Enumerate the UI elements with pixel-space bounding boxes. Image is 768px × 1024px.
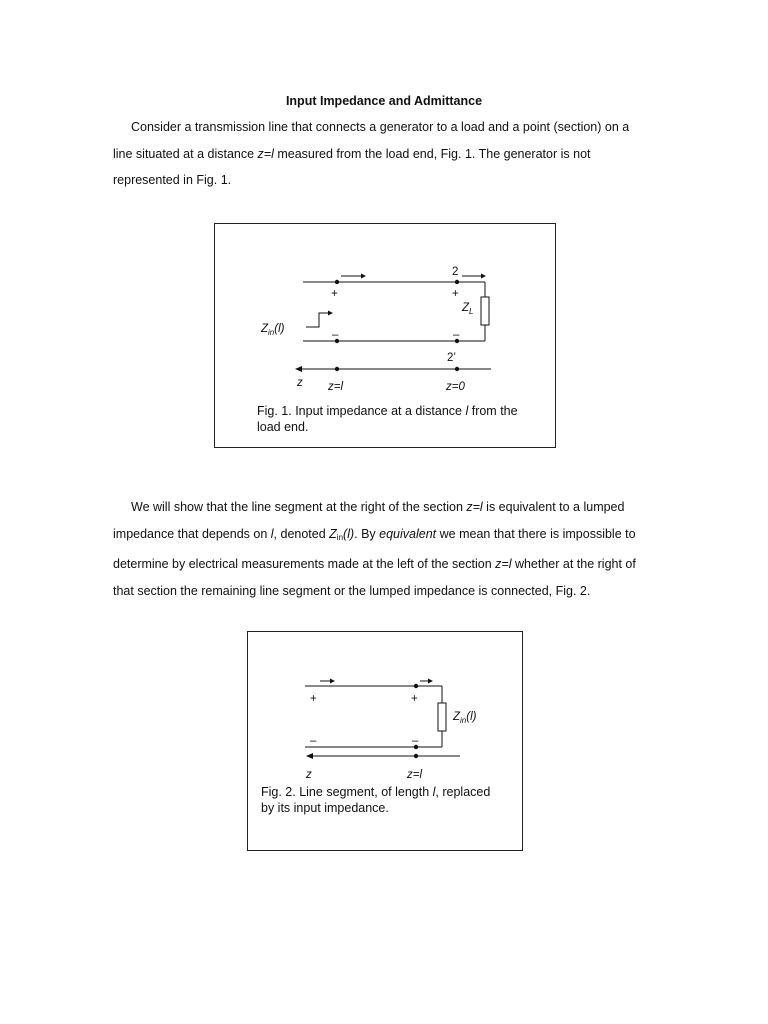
fig1-axis-z: z	[297, 377, 303, 389]
fig2-current-arrowhead-right	[428, 679, 433, 684]
fig1-caption-line1: Fig. 1. Input impedance at a distance l from the	[257, 404, 518, 418]
para1-line3: represented in Fig. 1.	[113, 173, 232, 187]
fig2-caption-line2: by its input impedance.	[261, 801, 389, 815]
fig1-zin-label: $Z_{in}(l)$	[261, 323, 285, 337]
fig2-minus-left: –	[310, 735, 317, 747]
fig1-label-2prime: 2’	[447, 352, 456, 364]
fig2-axis-zl: z=l	[407, 769, 423, 781]
fig1-current-arrowhead-right	[481, 274, 486, 279]
page-title: Input Impedance and Admittance	[285, 94, 483, 108]
figure-2-diagram	[248, 632, 522, 850]
fig1-axis-node-zl	[335, 367, 339, 371]
fig1-axis-zl: z=l	[328, 381, 344, 393]
fig1-minus-left: –	[332, 329, 339, 341]
paragraph-equivalence	[113, 494, 673, 604]
fig1-axis-z0: z=0	[446, 381, 465, 393]
fig2-current-arrowhead-left	[330, 679, 335, 684]
figure-1-caption	[257, 403, 518, 435]
para2-line3: determine by electrical measurements made at the left of the section z=l whether at the right of	[113, 557, 636, 571]
fig1-label-2: 2	[452, 266, 459, 278]
fig1-plus-left: +	[331, 288, 338, 300]
fig1-current-arrowhead-left	[361, 274, 366, 279]
fig1-minus-right: –	[453, 329, 460, 341]
fig2-axis-z: z	[306, 769, 312, 781]
para2-line4: that section the remaining line segment or the lumped impedance is connected, Fig. 2.	[113, 583, 591, 598]
para2-line1: We will show that the line segment at the right of the section z=l is equivalent to a lumped	[131, 500, 625, 514]
fig1-node-left-top	[335, 280, 339, 284]
fig1-axis-node-z0	[455, 367, 459, 371]
fig1-zl-label: $Z_L$	[462, 302, 474, 316]
para1-line1: Consider a transmission line that connects a generator to a load and a point (section) on a	[131, 120, 630, 134]
fig2-z-axis-arrowhead	[306, 753, 313, 759]
figure-1	[214, 223, 556, 448]
fig2-minus-right: –	[412, 735, 419, 747]
fig2-zin-label: $Z_{in}(l)$	[453, 711, 477, 725]
paragraph-intro	[113, 114, 673, 194]
figure-2	[247, 631, 523, 851]
fig1-zin-arrowhead	[328, 311, 333, 316]
fig1-z-axis-arrowhead	[295, 366, 302, 372]
fig2-caption-line1: Fig. 2. Line segment, of length l, replaced	[261, 785, 491, 799]
para1-line2: line situated at a distance z=l measured from the load end, Fig. 1. The generator is not	[113, 146, 591, 161]
fig2-load-resistor	[438, 703, 446, 731]
fig2-plus-left: +	[310, 693, 317, 705]
figure-2-caption	[261, 784, 490, 816]
para2-line2: impedance that depends on l, denoted $Z_{in}(l)$. By equivalent we mean that there is impossible to	[113, 526, 636, 542]
fig1-caption-line2: load end.	[257, 420, 309, 434]
fig1-load-resistor	[481, 297, 489, 325]
fig1-plus-right: +	[452, 288, 459, 300]
fig1-zin-arrow	[306, 313, 329, 327]
fig1-node-right-top	[455, 280, 459, 284]
fig2-node-right-top	[414, 684, 418, 688]
fig2-axis-node-zl	[414, 754, 418, 758]
fig2-plus-right: +	[411, 693, 418, 705]
